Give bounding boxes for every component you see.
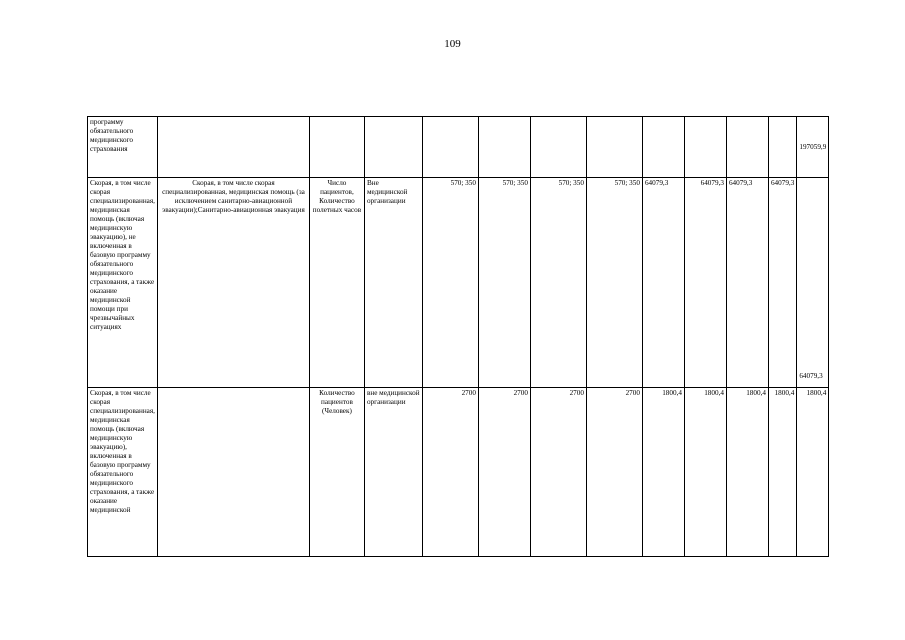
value-cell: 570; 350 — [586, 178, 642, 388]
value-cell — [530, 117, 586, 178]
value-cell: 570; 350 — [478, 178, 530, 388]
value-cell: 64079,3 — [726, 178, 768, 388]
value-cell: 1800,4 — [797, 388, 829, 557]
service-type-cell — [157, 117, 309, 178]
value-cell: 570; 350 — [422, 178, 478, 388]
value-cell — [422, 117, 478, 178]
table-row — [88, 178, 829, 388]
table-row — [88, 388, 829, 557]
value-cell: 64079,3 — [642, 178, 684, 388]
value-cell: 64079,3 — [797, 178, 829, 388]
service-name-cell: Скорая, в том числе скорая специализированная, медицинская помощь (включая медицинскую эвакуацию), включенная в базовую программу обязательного медицинского страхования, а также оказание медицинской — [88, 388, 158, 557]
value-cell: 2700 — [586, 388, 642, 557]
condition-cell: Вне медицинской организации — [364, 178, 422, 388]
value-cell: 64079,3 — [684, 178, 726, 388]
value-cell: 570; 350 — [530, 178, 586, 388]
value-cell — [684, 117, 726, 178]
value-cell — [726, 117, 768, 178]
service-type-cell — [157, 388, 309, 557]
value-cell: 64079,3 — [768, 178, 796, 388]
page-number: 109 — [444, 38, 461, 50]
unit-cell: Количество пациентов (Человек) — [309, 388, 364, 557]
value-cell: 2700 — [478, 388, 530, 557]
value-cell — [586, 117, 642, 178]
condition-cell: вне медицинской организации — [364, 388, 422, 557]
value-cell — [642, 117, 684, 178]
value-cell: 1800,4 — [684, 388, 726, 557]
value-cell: 2700 — [422, 388, 478, 557]
value-cell: 197059,9 — [797, 117, 829, 178]
table-row — [88, 117, 829, 178]
service-name-cell: Скорая, в том числе скорая специализированная, медицинская помощь (включая медицинскую эвакуацию), не включенная в базовую программу обязательного медицинского страхования, а также оказание медицинской помощи при чрезвычайных ситуациях — [88, 178, 158, 388]
value-cell — [768, 117, 796, 178]
value-cell: 2700 — [530, 388, 586, 557]
value-cell: 1800,4 — [726, 388, 768, 557]
unit-cell: Число пациентов, Количество полетных часов — [309, 178, 364, 388]
value-cell: 1800,4 — [642, 388, 684, 557]
condition-cell — [364, 117, 422, 178]
value-cell: 1800,4 — [768, 388, 796, 557]
service-type-cell: Скорая, в том числе скорая специализированная, медицинская помощь (за исключением санитарно-авиационной эвакуации);Санитарно-авиационная эвакуация — [157, 178, 309, 388]
value-cell — [478, 117, 530, 178]
data-table — [87, 116, 829, 557]
service-name-cell: программу обязательного медицинского страхования — [88, 117, 158, 178]
unit-cell — [309, 117, 364, 178]
